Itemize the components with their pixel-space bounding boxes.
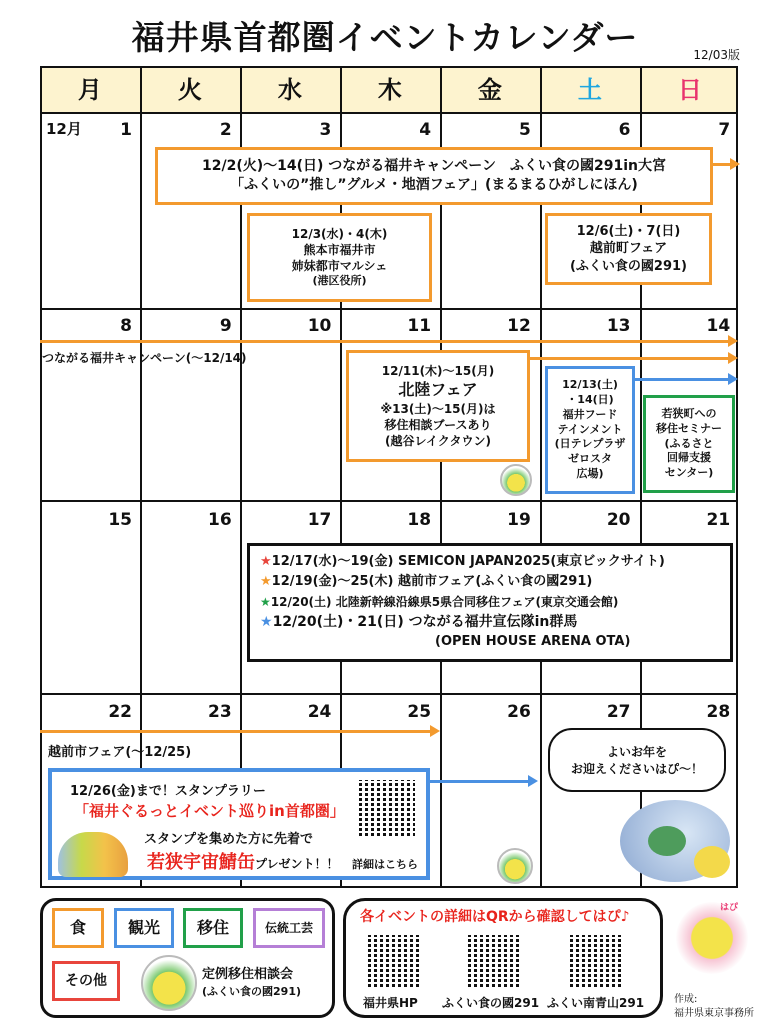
legend-regular-sub: (ふくい食の國291) (202, 985, 302, 998)
event-line: 姉妹都市マルシェ (291, 259, 388, 274)
day-number: 12 (507, 316, 531, 336)
event-wakasa[interactable] (643, 395, 735, 493)
qr-caption: ふくい南青山291 (547, 996, 645, 1010)
day-number: 17 (307, 510, 332, 530)
day-number: 23 (208, 702, 232, 722)
day-number: 2 (219, 120, 232, 140)
star-icon: ★ (260, 574, 272, 589)
campaign-arrow (40, 340, 730, 343)
day-number: 15 (108, 510, 132, 530)
event-list-week3[interactable] (247, 543, 733, 662)
event-line: 北陸フェア (398, 380, 478, 400)
event-line: (ふるさと (664, 436, 714, 450)
new-year-bubble (548, 728, 726, 792)
day-number: 8 (120, 316, 132, 336)
legend-tourism: 観光 (114, 908, 174, 948)
day-number: 22 (108, 702, 132, 722)
event-line: 12/6(土)・7(日) (576, 223, 681, 239)
day-number: 13 (606, 316, 631, 336)
star-icon: ★ (260, 595, 271, 609)
star-icon: ★ (260, 614, 273, 630)
event-campaign[interactable] (155, 147, 713, 205)
event-line: 12/2(火)〜14(日) つながる福井キャンペーン ふくい食の國291in大宮 (202, 158, 666, 175)
divider (40, 500, 738, 502)
continuation-arrow (430, 780, 530, 783)
legend-food: 食 (52, 908, 104, 948)
day-number: 19 (507, 510, 531, 530)
day-number: 16 (208, 510, 232, 530)
day-number: 1 (120, 120, 132, 140)
weekday-tue: 火 (177, 76, 202, 104)
event-line: ★12/20(土) 北陸新幹線沿線県5県合同移住フェア(東京交通会館) (260, 595, 619, 609)
weekday-sat: 土 (577, 76, 602, 104)
regular-consult-icon (141, 955, 197, 1011)
legend-migration: 移住 (183, 908, 243, 948)
event-hokuriku[interactable] (346, 350, 530, 462)
event-foodtainment[interactable] (545, 366, 635, 494)
event-line: (ふくい食の國291) (569, 258, 688, 274)
event-line: 越前町フェア (589, 241, 668, 257)
day-number: 25 (407, 702, 432, 722)
day-number: 20 (606, 510, 631, 530)
month-label: 12月 (46, 120, 82, 138)
mascot-text: はぴ (720, 903, 739, 913)
regular-consult-icon (497, 848, 533, 884)
legend-regular: 定例移住相談会 (202, 967, 294, 982)
day-number: 9 (219, 316, 232, 336)
day-number: 18 (407, 510, 432, 530)
event-line: 12/3(水)・4(木) (291, 226, 388, 241)
weekday-thu: 木 (377, 76, 402, 104)
event-line: 若狭宇宙鯖缶プレゼント！！ (147, 852, 339, 873)
day-number: 28 (706, 702, 731, 722)
echizenshi-arrow (40, 730, 432, 733)
continuation-arrow (710, 163, 732, 166)
continuation-arrow (634, 378, 730, 381)
day-number: 3 (319, 120, 332, 140)
event-line: ★12/17(水)〜19(金) SEMICON JAPAN2025(東京ビックサイト) (260, 554, 665, 569)
version-label: 12/03版 (693, 48, 740, 62)
mascot-dino (648, 826, 686, 856)
bubble-line: よいお年を (606, 745, 667, 759)
event-line: ・14(日) (566, 392, 614, 406)
day-number: 10 (307, 316, 332, 336)
event-line: 「福井ぐるっとイベント巡りin首都圏」 (74, 802, 345, 820)
qr-code[interactable] (357, 778, 417, 838)
event-line: ※13(土)〜15(月)は (380, 401, 496, 416)
bubble-line: お迎えくださいはぴ〜！ (570, 762, 703, 776)
day-number: 4 (419, 120, 432, 140)
event-line: 「ふくいの”推し”グルメ・地酒フェア」(まるまるひがしにほん) (230, 177, 638, 193)
day-number: 21 (706, 510, 731, 530)
event-line: 広場) (576, 467, 604, 481)
event-line: 12/26(金)まで！スタンプラリー (70, 784, 266, 799)
divider (40, 308, 738, 310)
legend-craft: 伝統工芸 (253, 908, 325, 948)
event-line: 熊本市福井市 (303, 242, 376, 257)
regular-consult-icon (500, 464, 532, 496)
event-line: 移住相談ブースあり (384, 417, 492, 432)
day-number: 7 (718, 120, 731, 140)
day-number: 11 (407, 316, 432, 336)
event-line: (港区役所) (312, 274, 367, 288)
event-kumamoto[interactable] (247, 213, 432, 302)
star-icon: ★ (260, 554, 272, 569)
day-number: 24 (307, 702, 332, 722)
weekday-wed: 水 (277, 76, 302, 104)
page-title: 福井県首都圏イベントカレンダー (131, 18, 639, 57)
event-line: 若狭町への (661, 406, 717, 420)
qr-code-hp[interactable] (366, 933, 422, 989)
event-line: 12/13(土) (562, 378, 618, 392)
event-line: (日テレプラザ (554, 437, 626, 451)
event-line: 12/11(木)〜15(月) (381, 363, 495, 378)
weekday-fri: 金 (477, 76, 502, 104)
event-line: テインメント (557, 422, 623, 436)
event-line: ★12/19(金)〜25(木) 越前市フェア(ふくい食の國291) (260, 574, 593, 589)
qr-caption: 福井県HP (363, 996, 418, 1010)
weekday-sun: 日 (677, 76, 702, 104)
qr-caption: 詳細はこちら (352, 858, 418, 871)
day-number: 27 (606, 702, 631, 722)
credit-org: 福井県東京事務所 (674, 1008, 754, 1019)
event-line: (OPEN HOUSE ARENA OTA) (435, 634, 631, 649)
qr-code-shokunokuni[interactable] (466, 933, 522, 989)
mascot-happi (694, 846, 730, 878)
legend-other: その他 (52, 961, 120, 1001)
event-line: 移住セミナー (656, 421, 722, 435)
event-echizencho[interactable] (545, 213, 712, 285)
credit-label: 作成: (674, 994, 698, 1005)
event-line: スタンプを集めた方に先着で (144, 832, 314, 847)
echizenshi-continuation: 越前市フェア(〜12/25) (48, 745, 192, 760)
divider (40, 693, 738, 695)
day-number: 26 (507, 702, 531, 722)
continuation-arrow (530, 357, 730, 360)
divider (140, 66, 142, 888)
event-line: ゼロスタ (568, 452, 612, 466)
event-line: 福井フード (562, 407, 618, 421)
event-stamp-rally[interactable] (48, 768, 430, 880)
qr-caption: ふくい食の國291 (442, 996, 540, 1010)
weekday-mon: 月 (77, 76, 102, 104)
event-line: ★12/20(土)・21(日) つながる福井宣伝隊in群馬 (260, 614, 578, 630)
dinosaur-illustration (58, 832, 128, 877)
event-line: (越谷レイクタウン) (385, 433, 491, 448)
day-number: 14 (706, 316, 731, 336)
day-number: 5 (518, 120, 531, 140)
qr-code-minamiaoyama[interactable] (568, 933, 624, 989)
event-line: センター) (664, 466, 714, 480)
qr-panel-heading: 各イベントの詳細はQRから確認してはぴ♪ (360, 909, 630, 925)
day-number: 6 (618, 120, 631, 140)
campaign-continuation: つながる福井キャンペーン(〜12/14) (42, 351, 247, 365)
event-line: 回帰支援 (667, 451, 711, 465)
